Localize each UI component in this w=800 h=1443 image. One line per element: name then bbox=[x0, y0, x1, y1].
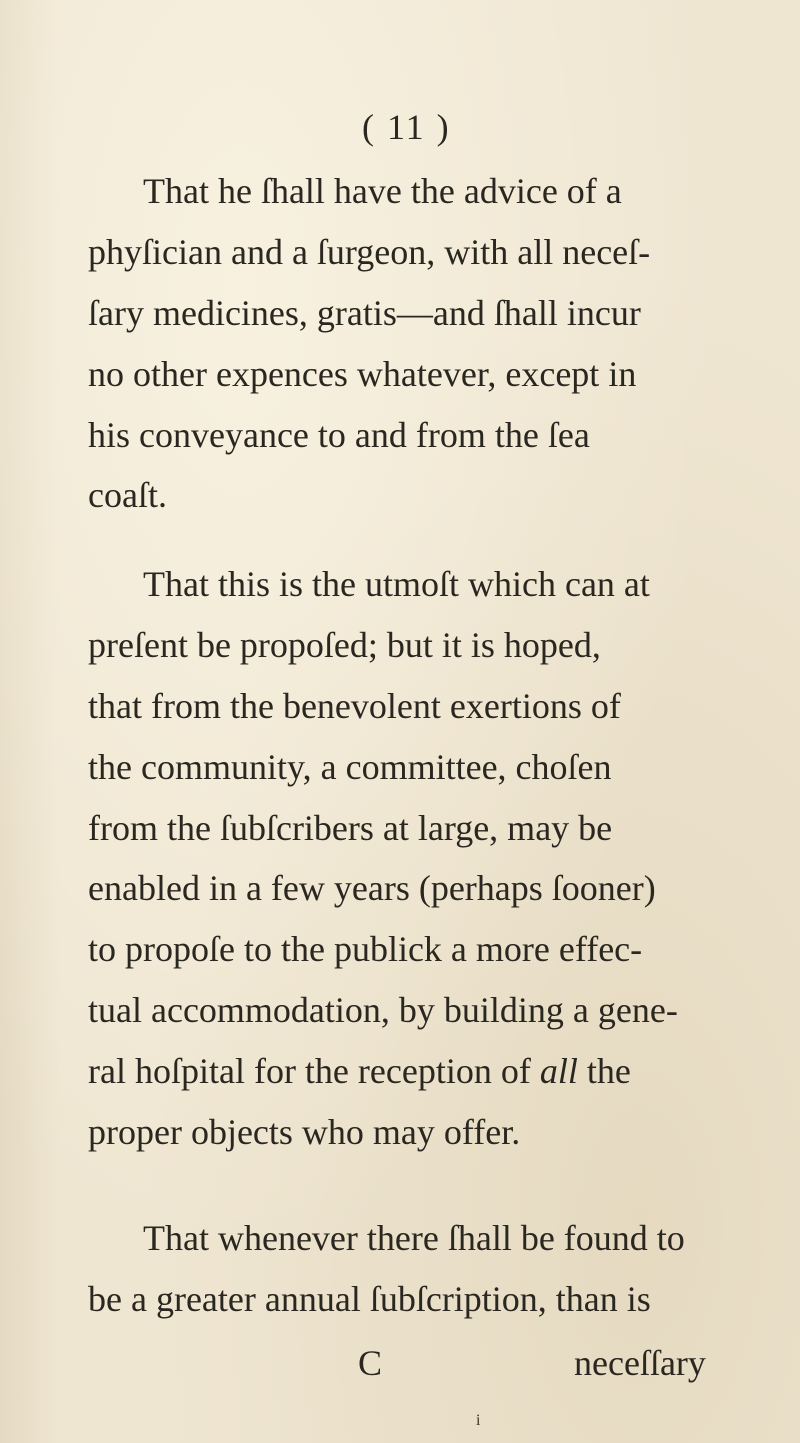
text-line: phyſician and a ſurgeon, with all neceſ- bbox=[88, 232, 651, 272]
text-line: to propoſe to the publick a more effec- bbox=[88, 929, 643, 969]
emphasis-all: all bbox=[539, 1051, 578, 1091]
text-line: proper objects who may offer. bbox=[88, 1112, 521, 1152]
text-line bbox=[88, 1053, 631, 1089]
text-line: his conveyance to and from the ſea bbox=[88, 415, 590, 455]
text-line: the community, a committee, choſen bbox=[88, 747, 612, 787]
text-segment: the bbox=[577, 1051, 631, 1091]
text-line: That he ſhall have the advice of a bbox=[143, 171, 622, 211]
text-segment: ral hoſpital for the reception of bbox=[88, 1051, 540, 1091]
text-line: That whenever there ſhall be found to bbox=[143, 1218, 685, 1258]
text-line: preſent be propoſed; but it is hoped, bbox=[88, 625, 601, 665]
catchword: neceſſary bbox=[574, 1343, 706, 1383]
page-number: ( 11 ) bbox=[362, 107, 451, 147]
text-line: no other expences whatever, except in bbox=[88, 354, 637, 394]
text-line: be a greater annual ſubſcription, than is bbox=[88, 1279, 651, 1319]
text-line: tual accommodation, by building a gene- bbox=[88, 990, 678, 1030]
text-line: ſary medicines, gratis—and ſhall incur bbox=[88, 293, 641, 333]
text-line: that from the benevolent exertions of bbox=[88, 686, 621, 726]
signature-mark: C bbox=[358, 1343, 383, 1383]
printer-mark: i bbox=[476, 1412, 481, 1429]
text-line: enabled in a few years (perhaps ſooner) bbox=[88, 868, 656, 908]
text-line: from the ſubſcribers at large, may be bbox=[88, 808, 613, 848]
text-line: coaſt. bbox=[88, 475, 167, 515]
text-line: That this is the utmoſt which can at bbox=[143, 564, 650, 604]
